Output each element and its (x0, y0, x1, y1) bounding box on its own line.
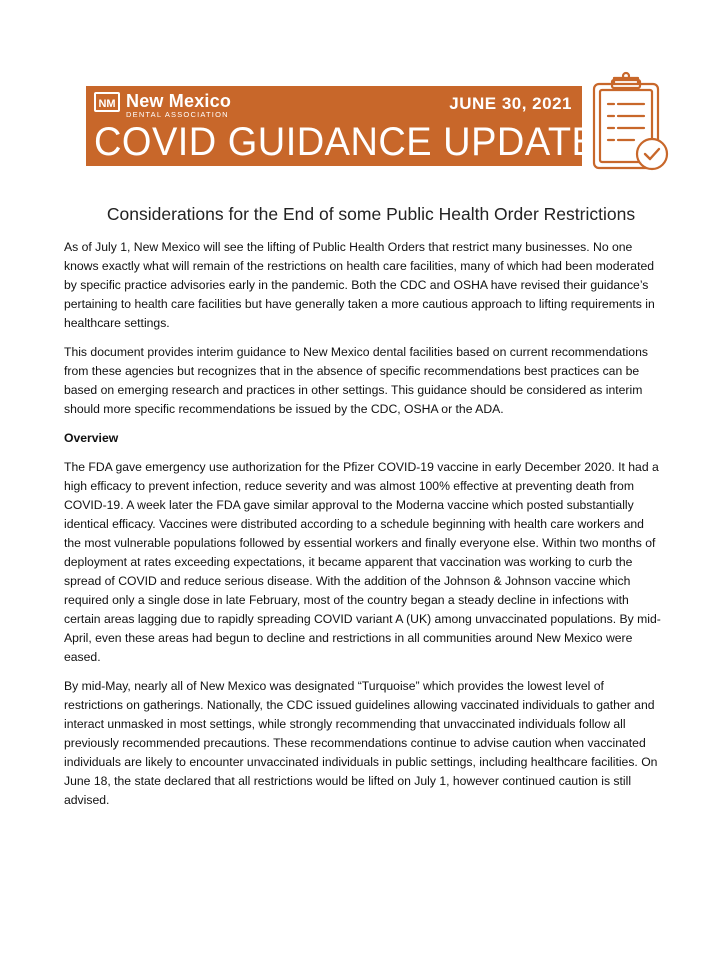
banner-title: COVID GUIDANCE UPDATE (94, 120, 598, 164)
header-banner (86, 86, 598, 166)
document-subtitle: Considerations for the End of some Public Health Order Restrictions (106, 204, 636, 224)
org-name: New Mexico (126, 91, 232, 111)
paragraph-intro: As of July 1, New Mexico will see the lifting of Public Health Orders that restrict many businesses. No one knows exactly what will remain of the restrictions on health care facilities, many of which had been moderated by specific practice advisories early in the pandemic. Both the CDC and OSHA have revised their guidance’s pertaining to health care facilities but have generally taken a more cautious approach to lifting requirements in healthcare settings. (64, 240, 655, 330)
overview-heading: Overview (64, 431, 119, 445)
org-subtitle: DENTAL ASSOCIATION (126, 110, 229, 119)
brand (94, 92, 231, 119)
document-body (64, 238, 664, 820)
nmda-logo-icon: NM (94, 92, 120, 112)
paragraph-overview: The FDA gave emergency use authorization for the Pfizer COVID-19 vaccine in early December 2020. It had a high efficacy to prevent infection, reduce severity and was almost 100% effective at preventing death from COVID-19. A week later the FDA gave similar approval to the Moderna vaccine which posted substantially identical efficacy. Vaccines were distributed according to a schedule beginning with health care workers and the most vulnerable populations followed by essential workers and finally everyone else. Within two months of deployment at rates exceeding expectations, it became apparent that vaccination was working to curb the spread of COVID and reduce serious disease. With the addition of the Johnson & Johnson vaccine which required only a single dose in late February, most of the country began a steady decline in infections with certain areas lagging due to rapidly spreading COVID variant A (UK) among unvaccinated populations. By mid-April, even these areas had begun to decline and restrictions in all communities around New Mexico were eased. (64, 460, 661, 664)
update-date: JUNE 30, 2021 (449, 94, 572, 113)
paragraph-purpose: This document provides interim guidance to New Mexico dental facilities based on current recommendations from these agencies but recognizes that in the absence of specific recommendations best practices can be based on emerging research and practices in other settings. This guidance should be considered as interim should more specific recommendations be issued by the CDC, OSHA or the ADA. (64, 345, 648, 416)
clipboard-check-icon (588, 70, 672, 174)
paragraph-may-update: By mid-May, nearly all of New Mexico was designated “Turquoise” which provides the lowest level of restrictions on gatherings. Nationally, the CDC issued guidelines allowing vaccinated individuals to gather and interact unmasked in most settings, while strongly recommending that unvaccinated individuals follow all previously recommended precautions. These recommendations continue to advise caution when vaccinated individuals are likely to encounter unvaccinated individuals in public settings, including healthcare facilities. On June 18, the state declared that all restrictions would be lifted on July 1, however continued caution is still advised. (64, 679, 658, 807)
brand-text (126, 92, 231, 119)
